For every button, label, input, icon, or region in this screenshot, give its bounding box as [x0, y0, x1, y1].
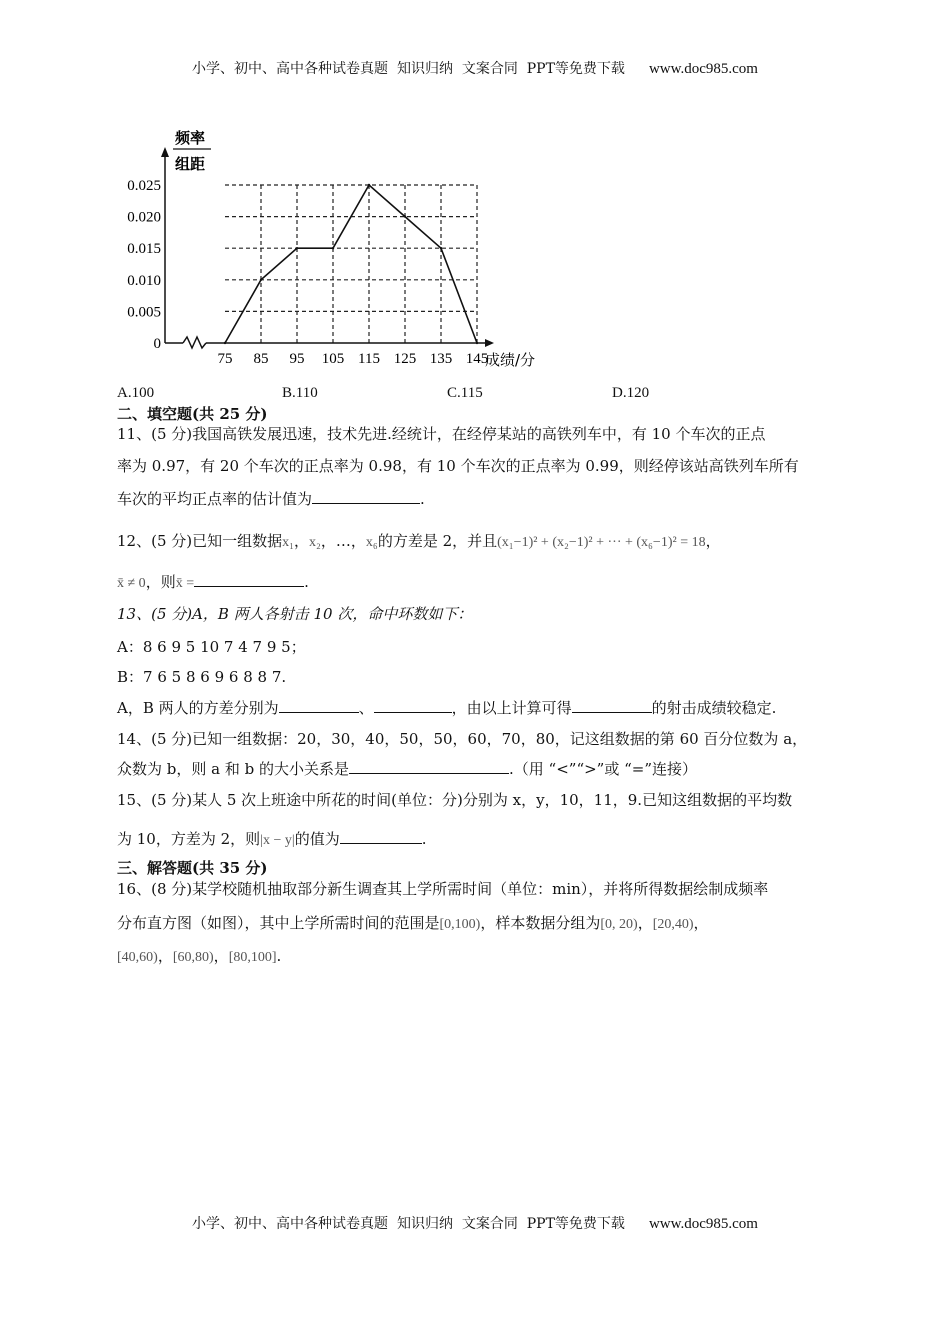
math-x6: x₆ [365, 535, 378, 550]
q13-data-a: A：8 6 9 5 10 7 4 7 9 5； [117, 638, 306, 656]
math-group-5: [80,100] [228, 950, 277, 965]
q16-line2: 分布直方图（如图），其中上学所需时间的范围是[0,100)，样本数据分组为[0, 20)，[20,40)， [117, 914, 709, 932]
data-point [368, 184, 370, 186]
q13-line1: 13、(5 分)A，B 两人各射击 10 次，命中环数如下： [117, 605, 473, 623]
y-tick-label: 0.020 [127, 209, 161, 226]
option-b[interactable]: B.110 [282, 385, 318, 401]
x-tick-label: 125 [393, 351, 417, 367]
q15-line1: 15、(5 分)某人 5 次上班途中所花的时间(单位：分)分别为 x，y，10，11，9.已知这组数据的平均数 [117, 791, 793, 809]
math-group-4: [60,80) [172, 950, 214, 965]
y-tick-label: 0.010 [127, 272, 161, 289]
section-2-title: 二、填空题(共 25 分) [117, 405, 268, 423]
y-tick-label: 0.005 [127, 304, 161, 321]
answer-blank[interactable] [572, 696, 652, 713]
answer-blank[interactable] [340, 827, 422, 844]
answer-blank[interactable] [374, 696, 452, 713]
answer-blank[interactable] [349, 757, 509, 774]
math-mean-nonzero: x̄ ≠ 0 [117, 576, 146, 591]
page-footer: 小学、初中、高中各种试卷真题 知识归纳 文案合同 PPT等免费下载 www.doc985.com [192, 1216, 758, 1232]
math-x1: x₁ [282, 535, 294, 550]
q11-line3: 车次的平均正点率的估计值为 . [117, 487, 425, 509]
axis-break-zigzag [183, 337, 206, 348]
math-group-2: [20,40) [652, 917, 694, 932]
q15-line2: 为 10，方差为 2，则|x − y|的值为 . [117, 827, 426, 849]
data-point [296, 247, 298, 249]
math-range: [0,100) [439, 917, 481, 932]
data-point [476, 342, 478, 344]
answer-blank[interactable] [194, 570, 304, 587]
q11-line2: 率为 0.97，有 20 个车次的正点率为 0.98，有 10 个车次的正点率为 0.99，则经停该站高铁列车所有 [117, 457, 799, 475]
frequency-polygon-line [225, 185, 477, 343]
answer-blank[interactable] [279, 696, 359, 713]
data-point [404, 215, 406, 217]
y-axis-label-numerator: 频率 [175, 129, 206, 147]
q11-line1: 11、(5 分)我国高铁发展迅速，技术先进.经统计，在经停某站的高铁列车中，有 10 个车次的正点 [117, 425, 766, 443]
y-axis-arrow [161, 147, 169, 157]
y-axis-label-denominator: 组距 [175, 155, 206, 173]
q14-line2: 众数为 b，则 a 和 b 的大小关系是 .（用 “<”“>”或 “=”连接） [117, 757, 697, 779]
x-axis-arrow [485, 339, 494, 347]
option-c[interactable]: C.115 [447, 385, 483, 401]
data-point [260, 279, 262, 281]
data-point [332, 247, 334, 249]
frequency-polygon-chart [115, 125, 585, 370]
x-tick-label: 85 [253, 351, 269, 367]
header-url[interactable]: www.doc985.com [648, 61, 758, 77]
q14-line1: 14、(5 分)已知一组数据：20，30，40，50，50，60，70，80，记这组数据的第 60 百分位数为 a， [117, 730, 808, 748]
math-abs-x-minus-y: |x − y| [260, 833, 295, 848]
y-tick-label: 0.025 [127, 178, 161, 194]
x-tick-label: 115 [358, 351, 380, 367]
section-3-title: 三、解答题(共 35 分) [117, 859, 268, 877]
x-tick-label: 75 [217, 351, 233, 367]
x-tick-label: 95 [289, 351, 305, 367]
x-tick-label: 135 [429, 351, 453, 367]
q13-line4: A，B 两人的方差分别为 、 ，由以上计算可得 的射击成绩较稳定. [117, 696, 776, 718]
origin-label: 0 [153, 336, 161, 352]
answer-blank[interactable] [312, 487, 420, 504]
q13-data-b: B：7 6 5 8 6 9 6 8 8 7. [117, 668, 287, 686]
x-tick-label: 145 [465, 351, 489, 367]
option-d[interactable]: D.120 [612, 385, 650, 401]
math-mean: x̄ = [175, 576, 195, 591]
y-tick-label: 0.015 [127, 241, 161, 258]
math-x2: x₂ [309, 535, 321, 550]
q12-line1: 12、(5 分)已知一组数据x₁，x₂，…，x₆的方差是 2，并且(x₁−1)² + (x₂−1)² + ··· + (x₆−1)² = 18， [117, 532, 721, 550]
math-group-1: [0, 20) [600, 917, 638, 932]
q16-line3: [40,60)，[60,80)，[80,100]. [117, 947, 282, 965]
x-axis-label: 成绩/分 [485, 351, 536, 369]
q16-line1: 16、(8 分)某学校随机抽取部分新生调查其上学所需时间（单位：min），并将所得数据绘制成频率 [117, 880, 769, 898]
footer-url[interactable]: www.doc985.com [648, 1216, 758, 1232]
data-point [224, 342, 226, 344]
option-a[interactable]: A.100 [117, 385, 155, 401]
page-header: 小学、初中、高中各种试卷真题 知识归纳 文案合同 PPT等免费下载 www.doc985.com [192, 61, 758, 77]
data-point [440, 247, 442, 249]
x-tick-label: 105 [321, 351, 345, 367]
math-group-3: [40,60) [117, 950, 158, 965]
q12-line2: x̄ ≠ 0，则x̄ = . [117, 570, 309, 592]
math-sum-equation: (x₁−1)² + (x₂−1)² + ··· + (x₆−1)² = 18 [497, 535, 706, 550]
